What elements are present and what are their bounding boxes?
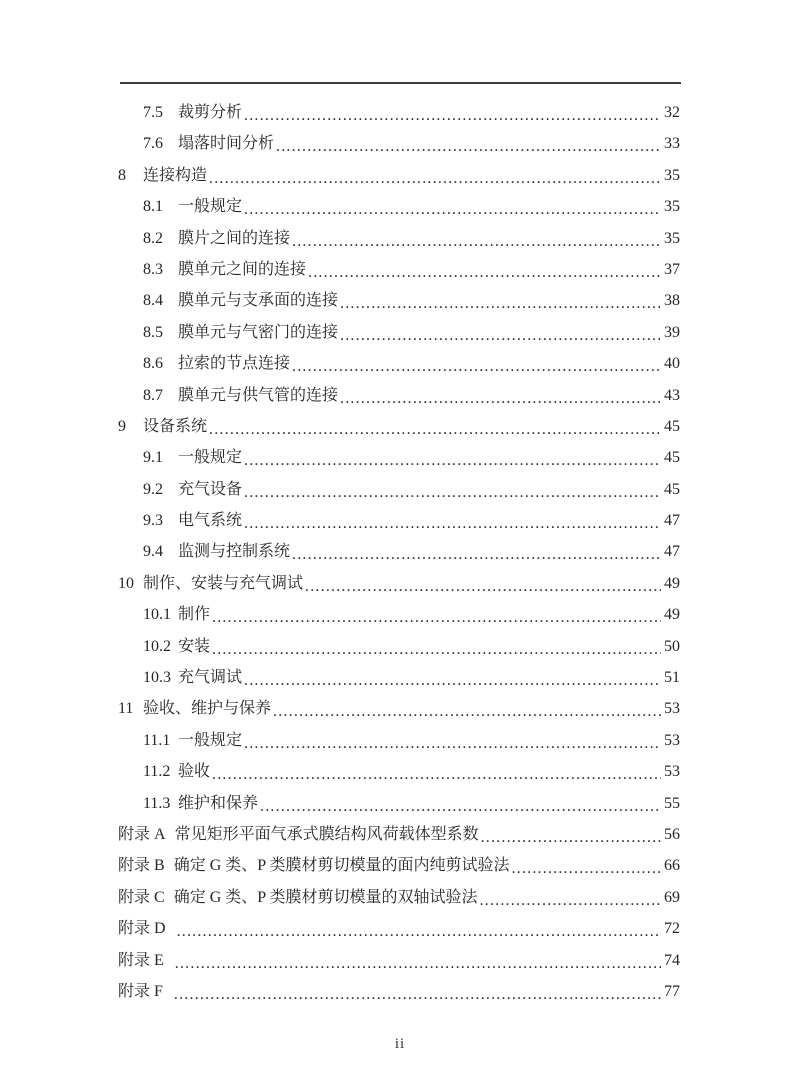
toc-leader-dots: [305, 578, 661, 594]
toc-entry-number: 11.3: [143, 794, 171, 812]
toc-entry-title: 电气系统: [178, 512, 243, 530]
toc-entry-number: 9.1: [143, 449, 163, 467]
toc-entry: [118, 476, 680, 507]
toc-entry-page: 39: [664, 323, 680, 341]
toc-leader-dots: [212, 609, 661, 625]
toc-entry-title: 充气调试: [178, 669, 243, 687]
toc-entry: [118, 444, 680, 475]
toc-entry-page: 51: [664, 669, 680, 687]
toc-entry-title: 验收: [178, 763, 211, 781]
toc-leader-dots: [244, 107, 661, 123]
toc-leader-dots: [481, 829, 661, 845]
toc-entry-page: 35: [664, 166, 680, 184]
toc-entry-page: 69: [664, 888, 680, 906]
toc-entry-title: 维护和保养: [178, 794, 259, 812]
toc-entry-number: 10.2: [143, 637, 171, 655]
toc-entry-title: 安装: [178, 637, 211, 655]
toc-entry-number: 附录 C: [118, 888, 165, 906]
toc-entry-title: 制作、安装与充气调试: [143, 574, 304, 592]
toc-entry: [118, 162, 680, 193]
toc-leader-dots: [244, 452, 661, 468]
toc-entry-page: 50: [664, 637, 680, 655]
toc-leader-dots: [292, 546, 661, 562]
toc-entry-title: 充气设备: [178, 480, 243, 498]
toc-entry-number: 9.3: [143, 512, 163, 530]
toc-entry: [118, 664, 680, 695]
toc-entry: [118, 538, 680, 569]
toc-leader-dots: [260, 798, 661, 814]
toc-entry: [118, 915, 680, 946]
toc-entry-number: 9: [118, 417, 126, 435]
toc-leader-dots: [273, 703, 661, 719]
toc-entry-number: 8.4: [143, 292, 163, 310]
toc-entry-page: 37: [664, 260, 680, 278]
toc-entry-page: 33: [664, 135, 680, 153]
toc-entry-number: 11.2: [143, 763, 171, 781]
toc-entry-title: 一般规定: [178, 731, 243, 749]
toc-entry: [118, 727, 680, 758]
toc-entry-number: 附录 E: [118, 951, 164, 969]
toc-entry-title: 塌落时间分析: [178, 135, 275, 153]
toc-entry-page: 47: [664, 512, 680, 530]
toc-entry-number: 8.1: [143, 198, 163, 216]
toc-entry-number: 7.5: [143, 104, 163, 121]
toc-entry: [118, 758, 680, 789]
toc-entry-number: 9.4: [143, 543, 163, 561]
toc-entry-page: 49: [664, 574, 680, 592]
toc-entry: [118, 193, 680, 224]
toc-leader-dots: [212, 766, 661, 782]
toc-entry: [118, 507, 680, 538]
toc-entry: [118, 350, 680, 381]
toc-entry-title: 监测与控制系统: [178, 543, 291, 561]
toc-entry-page: 66: [664, 857, 680, 875]
toc-leader-dots: [212, 641, 661, 657]
toc-entry: [118, 130, 680, 161]
toc-entry: [118, 601, 680, 632]
toc-leader-dots: [244, 515, 661, 531]
toc-leader-dots: [292, 358, 661, 374]
toc-entry-title: 制作: [178, 606, 211, 624]
toc-entry-title: 连接构造: [143, 166, 208, 184]
toc-leader-dots: [340, 295, 661, 311]
toc-entry: [118, 633, 680, 664]
toc-entry-title: 膜单元之间的连接: [178, 260, 307, 278]
toc-entry-number: 10: [118, 574, 134, 592]
toc-leader-dots: [177, 923, 661, 939]
toc-entry-title: 常见矩形平面气承式膜结构风荷载体型系数: [174, 825, 479, 843]
toc-entry-number: 8.7: [143, 386, 163, 404]
toc-entry-title: 拉索的节点连接: [178, 355, 291, 373]
toc-entry-page: 53: [664, 763, 680, 781]
toc-leader-dots: [244, 201, 661, 217]
toc-list: [118, 99, 680, 1009]
toc-entry-number: 11.1: [143, 731, 171, 749]
toc-entry-title: 裁剪分析: [178, 104, 243, 121]
toc-entry-page: 38: [664, 292, 680, 310]
toc-entry: [118, 852, 680, 883]
toc-entry-number: 10.3: [143, 669, 171, 687]
toc-entry-page: 77: [664, 982, 680, 1000]
toc-entry-page: 35: [664, 198, 680, 216]
toc-leader-dots: [292, 233, 661, 249]
toc-entry: [118, 947, 680, 978]
toc-leader-dots: [244, 672, 661, 688]
toc-entry-page: 35: [664, 229, 680, 247]
toc-entry-title: 确定 G 类、P 类膜材剪切模量的双轴试验法: [173, 888, 478, 906]
toc-entry-title: 膜片之间的连接: [178, 229, 291, 247]
toc-leader-dots: [174, 986, 661, 1002]
toc-entry-number: 附录 A: [118, 825, 166, 843]
toc-entry: [118, 287, 680, 318]
toc-entry-title: 膜单元与气密门的连接: [178, 323, 339, 341]
toc-entry-page: 45: [664, 480, 680, 498]
toc-entry-title: 一般规定: [178, 449, 243, 467]
toc-entry-number: 10.1: [143, 606, 171, 624]
toc-leader-dots: [244, 484, 661, 500]
toc-entry-page: 45: [664, 449, 680, 467]
toc-entry: [118, 225, 680, 256]
toc-entry-title: 设备系统: [143, 417, 208, 435]
toc-leader-dots: [175, 955, 661, 971]
toc-entry-title: 确定 G 类、P 类膜材剪切模量的面内纯剪试验法: [173, 857, 510, 875]
toc-entry-number: 附录 B: [118, 857, 165, 875]
toc-entry-page: 47: [664, 543, 680, 561]
toc-entry-page: 40: [664, 355, 680, 373]
page-footer-number: ii: [394, 1036, 406, 1052]
toc-leader-dots: [340, 327, 661, 343]
toc-leader-dots: [480, 892, 661, 908]
toc-leader-dots: [512, 860, 661, 876]
toc-entry-number: 8.2: [143, 229, 163, 247]
toc-entry-title: 验收、维护与保养: [143, 700, 272, 718]
toc-entry: [118, 99, 680, 130]
toc-entry: [118, 978, 680, 1009]
toc-entry-title: 膜单元与供气管的连接: [178, 386, 339, 404]
toc-entry-number: 8: [118, 166, 126, 184]
toc-entry-page: 56: [664, 825, 680, 843]
toc-entry: [118, 790, 680, 821]
toc-entry: [118, 884, 680, 915]
toc-entry: [118, 413, 680, 444]
toc-entry: [118, 821, 680, 852]
toc-entry-number: 7.6: [143, 135, 163, 153]
toc-leader-dots: [209, 170, 661, 186]
toc-entry-page: 74: [664, 951, 680, 969]
page-header-rule: [120, 82, 681, 84]
toc-entry: [118, 256, 680, 287]
toc-entry-page: 72: [664, 920, 680, 938]
toc-entry: [118, 570, 680, 601]
toc-entry-number: 11: [118, 700, 134, 718]
toc-entry-page: 45: [664, 417, 680, 435]
toc-entry-page: 53: [664, 731, 680, 749]
toc-leader-dots: [276, 138, 661, 154]
toc-entry-page: 32: [664, 104, 680, 121]
toc-entry-number: 附录 D: [118, 920, 166, 938]
toc-leader-dots: [209, 421, 661, 437]
toc-entry-number: 附录 F: [118, 982, 163, 1000]
toc-entry-number: 8.3: [143, 260, 163, 278]
toc-entry-page: 49: [664, 606, 680, 624]
toc-entry: [118, 382, 680, 413]
toc-entry: [118, 695, 680, 726]
toc-entry-page: 55: [664, 794, 680, 812]
toc-leader-dots: [340, 390, 661, 406]
toc-entry-number: 8.6: [143, 355, 163, 373]
toc-entry-title: 一般规定: [178, 198, 243, 216]
toc-entry-number: 8.5: [143, 323, 163, 341]
toc-leader-dots: [308, 264, 661, 280]
toc-entry-page: 43: [664, 386, 680, 404]
toc-entry-title: 膜单元与支承面的连接: [178, 292, 339, 310]
toc-entry-page: 53: [664, 700, 680, 718]
toc-leader-dots: [244, 735, 661, 751]
toc-entry-number: 9.2: [143, 480, 163, 498]
toc-entry: [118, 319, 680, 350]
